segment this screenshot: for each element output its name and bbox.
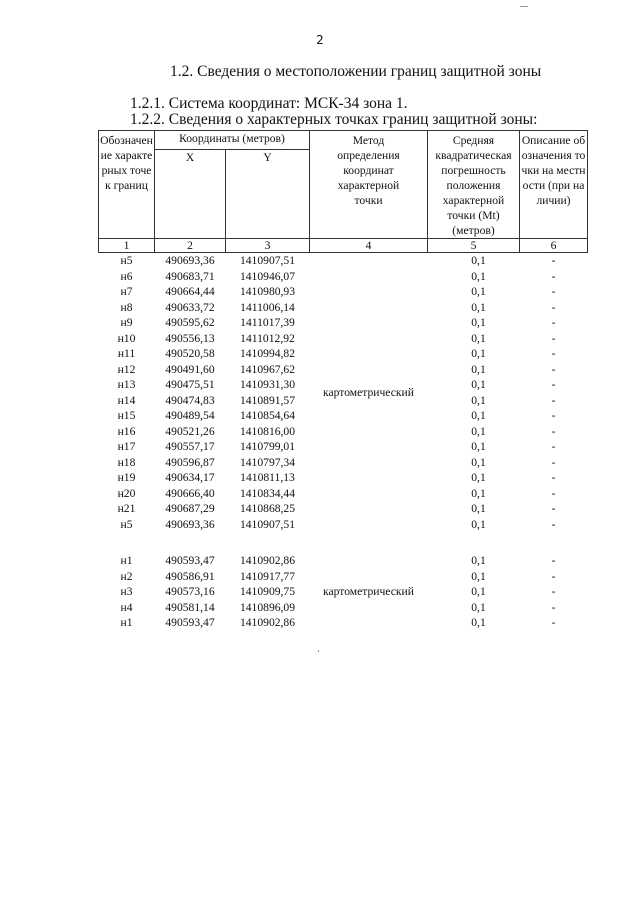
point-id: н13 <box>117 378 136 391</box>
description-value: - <box>551 331 556 345</box>
coord-y: 1410931,30 <box>239 378 296 391</box>
coord-x: 490557,17 <box>165 440 215 453</box>
coord-x: 490596,87 <box>165 455 215 469</box>
accuracy-value: 0,1 <box>471 347 486 360</box>
points-title: 1.2.2. Сведения о характерных точках границ защитной зоны: <box>130 111 538 128</box>
accuracy-value: 0,1 <box>471 300 486 314</box>
description-value: - <box>551 300 556 314</box>
coord-y: 1410907,51 <box>239 254 296 267</box>
header-point-designation: Обозначение характерных точек границ <box>99 131 155 239</box>
header-accuracy-text: Средняя квадратическая погрешность положения характерной точки (Mt) (метров) <box>435 134 512 237</box>
coord-x: 490593,47 <box>165 616 215 629</box>
coord-y: 1411006,14 <box>240 300 295 314</box>
accuracy-value: 0,1 <box>471 331 486 345</box>
coord-x: 490586,91 <box>165 569 215 583</box>
header-coordinates: Координаты (метров) <box>155 131 310 150</box>
coord-x: 490664,44 <box>165 285 215 298</box>
description-value: - <box>551 600 556 614</box>
description-value: - <box>551 616 556 629</box>
point-id: н3 <box>120 585 133 598</box>
description-value: - <box>551 378 556 391</box>
description-value: - <box>551 409 556 422</box>
coord-x: 490573,16 <box>165 585 215 598</box>
boundary-points-table <box>98 130 588 631</box>
point-id: н6 <box>120 269 133 283</box>
table-row <box>99 553 588 569</box>
coord-y: 1410907,51 <box>239 517 296 531</box>
accuracy-value: 0,1 <box>471 502 486 515</box>
description-value: - <box>551 269 556 283</box>
accuracy-value: 0,1 <box>471 285 486 298</box>
accuracy-value: 0,1 <box>471 600 486 614</box>
coord-y: 1410834,44 <box>239 486 296 500</box>
description-value: - <box>551 554 556 567</box>
coord-x: 490556,13 <box>165 331 215 345</box>
coord-x: 490693,36 <box>165 254 215 267</box>
col-number-1: 1 <box>99 239 155 253</box>
coord-y: 1411012,92 <box>240 331 295 345</box>
coord-y: 1410811,13 <box>240 471 295 484</box>
description-value: - <box>551 393 556 407</box>
coord-y: 1410946,07 <box>239 269 296 283</box>
coord-x: 490634,17 <box>165 471 215 484</box>
col-number-3: 3 <box>226 239 310 253</box>
coord-y: 1410891,57 <box>239 393 296 407</box>
spacer-cell <box>155 532 226 553</box>
col-number-4: 4 <box>310 239 428 253</box>
point-id: н18 <box>117 455 136 469</box>
description-value: - <box>551 424 556 438</box>
point-id: н20 <box>117 486 136 500</box>
description-value: - <box>551 471 556 484</box>
point-id: н2 <box>120 569 133 583</box>
description-value: - <box>551 347 556 360</box>
accuracy-value: 0,1 <box>471 409 486 422</box>
point-id: н11 <box>117 347 136 360</box>
coord-x: 490593,47 <box>165 554 215 567</box>
method-value: картометрический <box>323 585 414 598</box>
point-id: н17 <box>117 440 136 453</box>
point-id: н21 <box>117 502 136 515</box>
coord-x: 490489,54 <box>165 409 215 422</box>
accuracy-value: 0,1 <box>471 269 486 283</box>
point-id: н15 <box>117 409 136 422</box>
description-value: - <box>551 486 556 500</box>
description-value: - <box>551 502 556 515</box>
scan-speck <box>520 6 528 7</box>
header-accuracy <box>428 131 520 239</box>
header-method: Метод определения координат характерной точки <box>310 131 428 239</box>
spacer-cell <box>428 532 520 553</box>
spacer-cell <box>310 532 428 553</box>
coord-y: 1410967,62 <box>239 362 296 376</box>
accuracy-value: 0,1 <box>471 616 486 629</box>
description-value: - <box>551 517 556 531</box>
accuracy-value: 0,1 <box>471 316 486 329</box>
header-description: Описание обозначения точки на местности (при наличии) <box>520 131 588 239</box>
point-id: н4 <box>120 600 133 614</box>
coord-x: 490581,14 <box>165 600 215 614</box>
description-value: - <box>551 585 556 598</box>
coord-x: 490683,71 <box>165 269 215 283</box>
spacer-cell <box>226 532 310 553</box>
spacer-cell <box>520 532 588 553</box>
coord-y: 1410799,01 <box>239 440 296 453</box>
description-value: - <box>551 285 556 298</box>
accuracy-value: 0,1 <box>471 440 486 453</box>
accuracy-value: 0,1 <box>471 362 486 376</box>
point-id: н12 <box>117 362 136 376</box>
description-value: - <box>551 254 556 267</box>
coord-y: 1410896,09 <box>239 600 296 614</box>
description-value: - <box>551 316 556 329</box>
description-value: - <box>551 569 556 583</box>
accuracy-value: 0,1 <box>471 569 486 583</box>
spacer-cell <box>99 532 155 553</box>
point-id: н19 <box>117 471 136 484</box>
coord-y: 1410868,25 <box>239 502 296 515</box>
coord-x: 490666,40 <box>165 486 215 500</box>
point-id: н10 <box>117 331 136 345</box>
page-number: 2 <box>316 33 324 47</box>
group-spacer <box>99 532 588 553</box>
coord-y: 1410980,93 <box>239 285 296 298</box>
coord-y: 1411017,39 <box>240 316 295 329</box>
point-id: н5 <box>120 254 133 267</box>
coord-system-line: 1.2.1. Система координат: МСК-34 зона 1. <box>130 95 408 112</box>
coord-y: 1410994,82 <box>239 347 296 360</box>
accuracy-value: 0,1 <box>471 517 486 531</box>
header-y: Y <box>226 150 310 239</box>
accuracy-value: 0,1 <box>471 585 486 598</box>
accuracy-value: 0,1 <box>471 378 486 391</box>
point-id: н8 <box>120 300 133 314</box>
accuracy-value: 0,1 <box>471 471 486 484</box>
coord-y: 1410917,77 <box>239 569 296 583</box>
coord-x: 490520,58 <box>165 347 215 360</box>
coord-y: 1410797,34 <box>239 455 296 469</box>
section-title: 1.2. Сведения о местоположении границ защитной зоны <box>170 63 542 80</box>
point-id: н9 <box>120 316 133 329</box>
header-x: X <box>155 150 226 239</box>
scan-speck <box>318 650 319 652</box>
coord-x: 490474,83 <box>165 393 215 407</box>
point-id: н1 <box>120 616 133 629</box>
coord-y: 1410902,86 <box>239 616 296 629</box>
coord-x: 490521,26 <box>165 424 215 438</box>
col-number-2: 2 <box>155 239 226 253</box>
accuracy-value: 0,1 <box>471 254 486 267</box>
coord-x: 490595,62 <box>165 316 215 329</box>
col-number-6: 6 <box>520 239 588 253</box>
coord-x: 490491,60 <box>165 362 215 376</box>
accuracy-value: 0,1 <box>471 486 486 500</box>
col-number-5: 5 <box>428 239 520 253</box>
description-value: - <box>551 362 556 376</box>
accuracy-value: 0,1 <box>471 424 486 438</box>
accuracy-value: 0,1 <box>471 455 486 469</box>
point-id: н1 <box>120 554 133 567</box>
coord-x: 490687,29 <box>165 502 215 515</box>
point-id: н16 <box>117 424 136 438</box>
coord-x: 490475,51 <box>165 378 215 391</box>
coord-y: 1410909,75 <box>239 585 296 598</box>
coord-x: 490693,36 <box>165 517 215 531</box>
method-value: картометрический <box>323 385 414 399</box>
accuracy-value: 0,1 <box>471 393 486 407</box>
coord-x: 490633,72 <box>165 300 215 314</box>
table-row <box>99 253 588 269</box>
accuracy-value: 0,1 <box>471 554 486 567</box>
description-value: - <box>551 440 556 453</box>
point-id: н5 <box>120 517 133 531</box>
point-id: н14 <box>117 393 136 407</box>
description-value: - <box>551 455 556 469</box>
point-id: н7 <box>120 285 133 298</box>
coord-y: 1410902,86 <box>239 554 296 567</box>
coord-y: 1410816,00 <box>239 424 296 438</box>
coord-y: 1410854,64 <box>239 409 296 422</box>
